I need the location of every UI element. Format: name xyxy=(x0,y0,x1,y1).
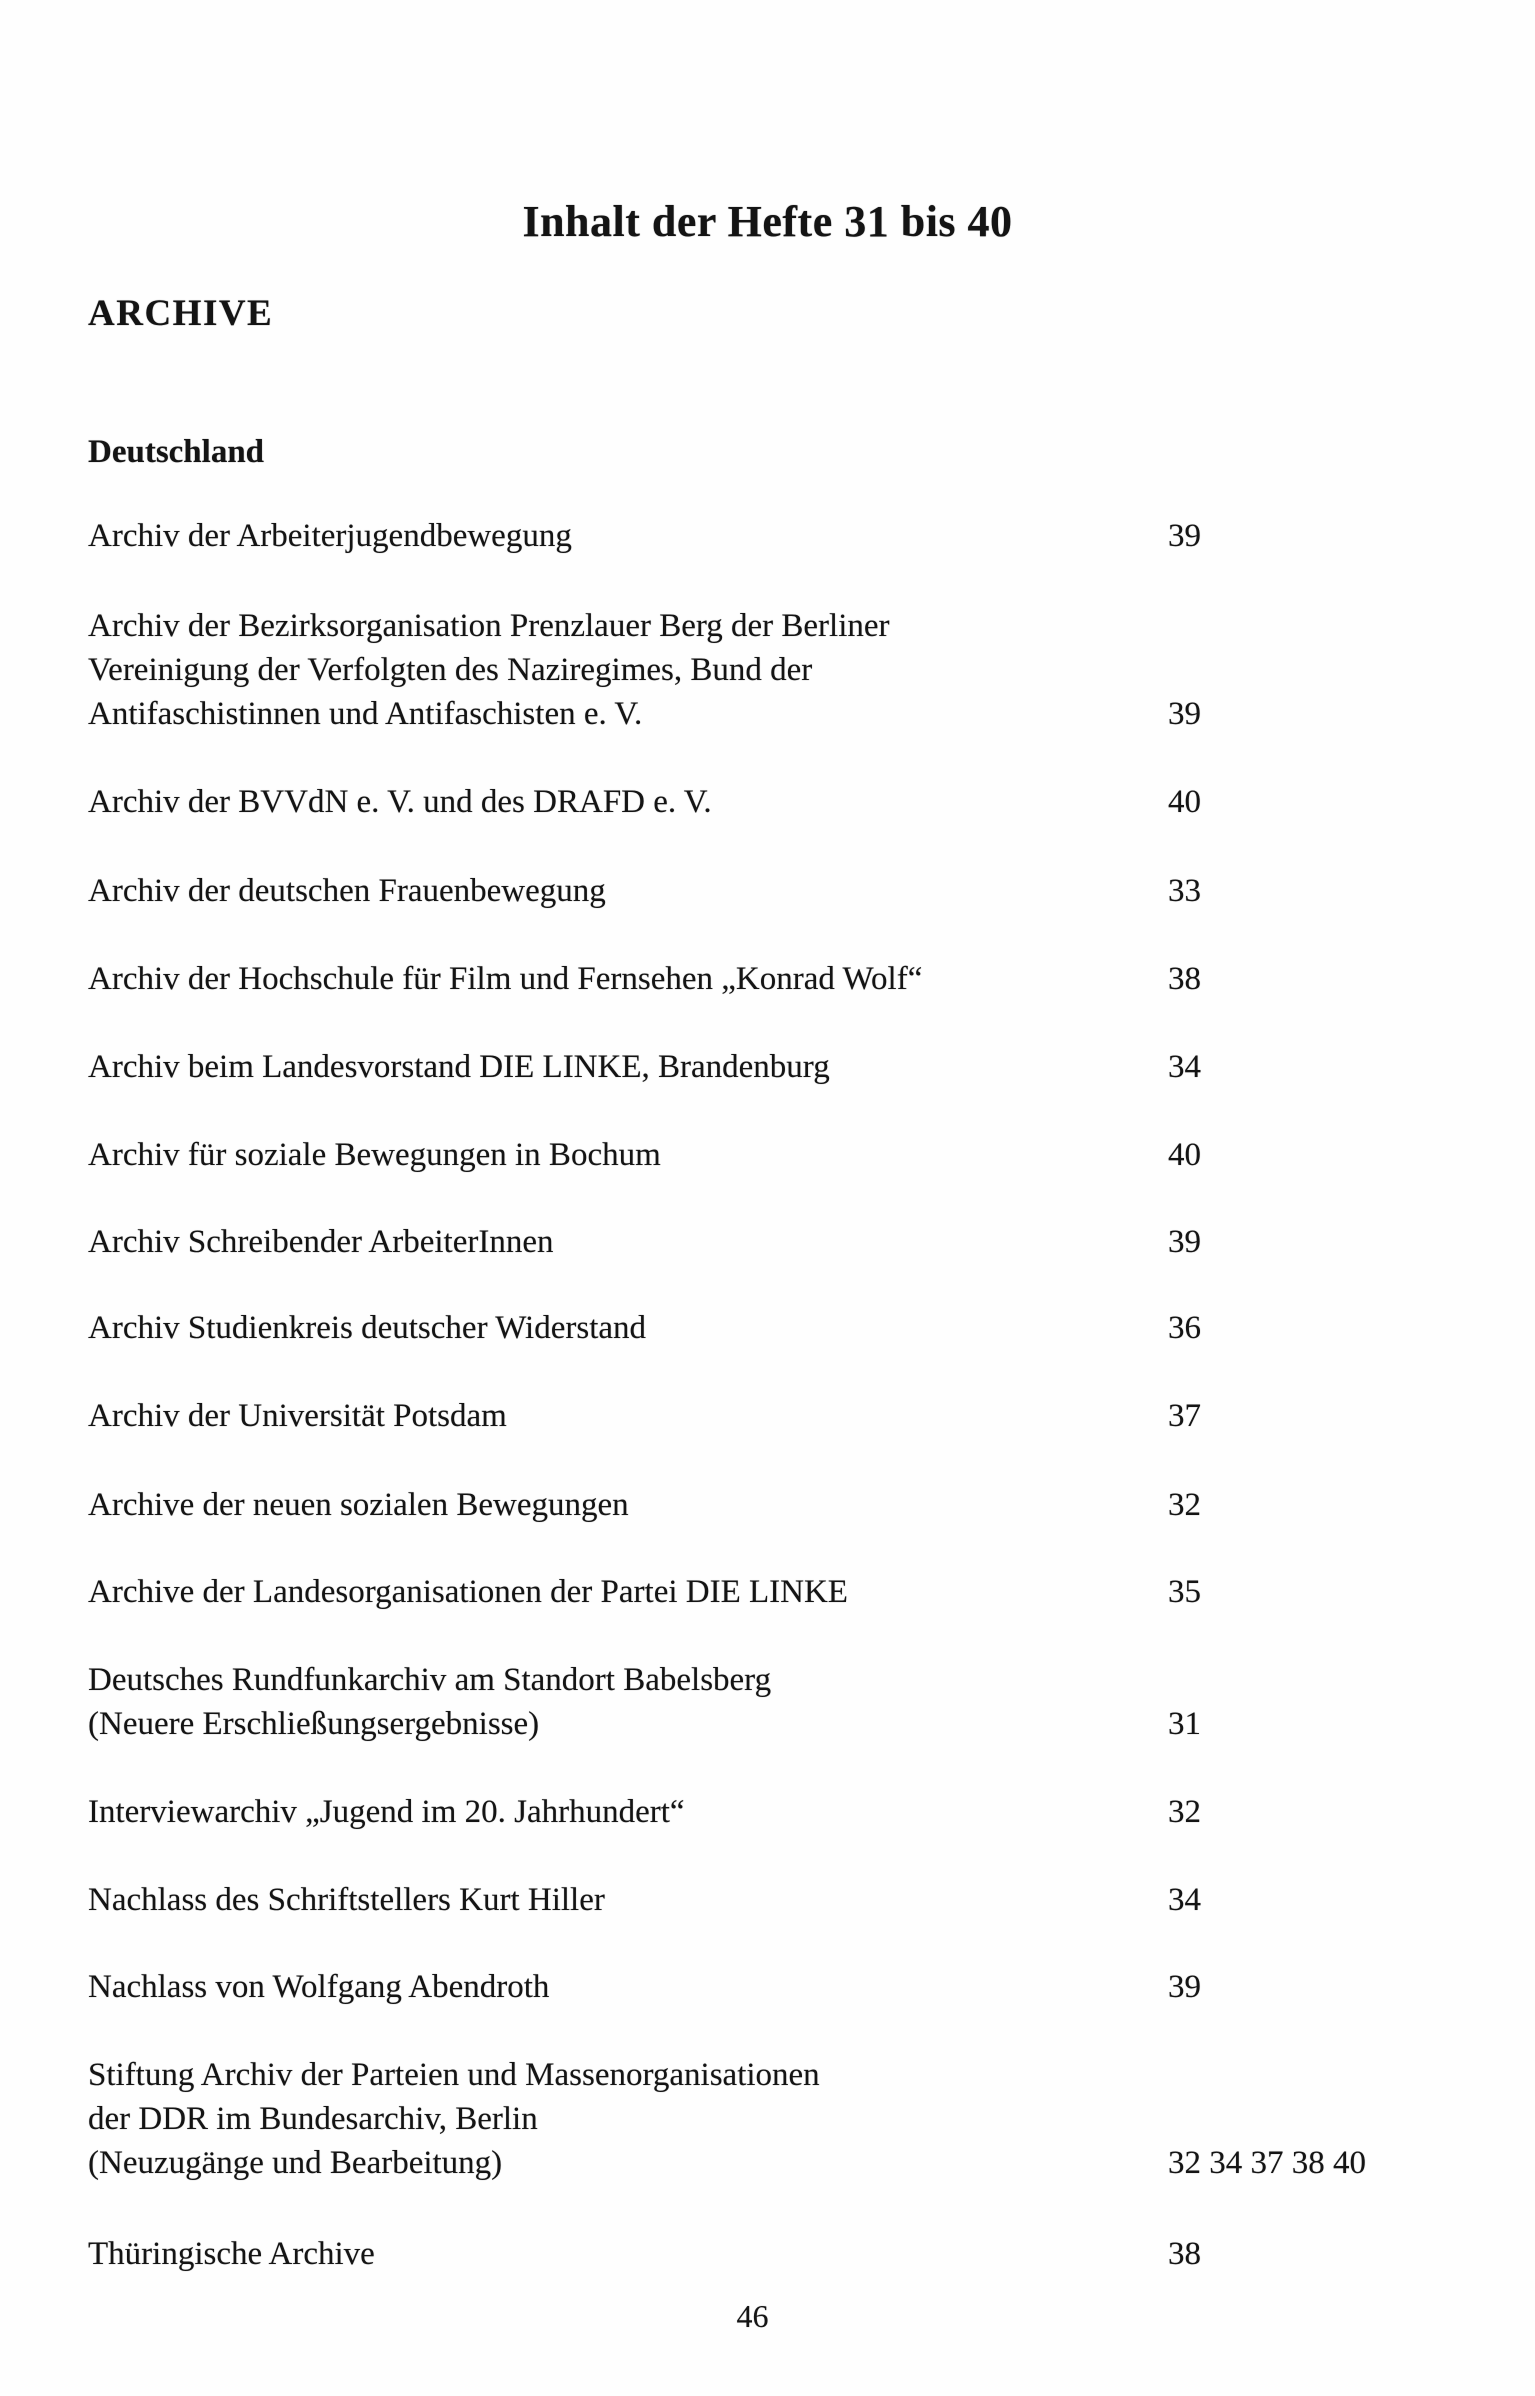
entry-title-line: Archiv der deutschen Frauenbewegung xyxy=(88,873,606,909)
entry-page-numbers: 39 xyxy=(1168,1224,1201,1260)
entry-title-line: Archiv beim Landesvorstand DIE LINKE, Brandenburg xyxy=(88,1049,830,1085)
entry-title-line: Archiv Schreibender ArbeiterInnen xyxy=(88,1224,554,1260)
toc-entry xyxy=(88,2232,1448,2276)
entry-title-line: Archiv der Universität Potsdam xyxy=(88,1398,507,1434)
entry-title xyxy=(88,1965,1108,2009)
entry-title-line: Archiv Studienkreis deutscher Widerstand xyxy=(88,1310,647,1346)
entry-title-line: (Neuzugänge und Bearbeitung) xyxy=(88,2145,503,2181)
entry-title xyxy=(88,780,1108,824)
entry-page-numbers: 38 xyxy=(1168,2236,1201,2272)
entry-page-numbers: 38 xyxy=(1168,961,1201,997)
entry-title-line: Antifaschistinnen und Antifaschisten e. V. xyxy=(88,696,643,732)
entry-title-line: Thüringische Archive xyxy=(88,2236,375,2272)
entry-title-line: Nachlass des Schriftstellers Kurt Hiller xyxy=(88,1882,605,1918)
entry-title-line: Archive der Landesorganisationen der Partei DIE LINKE xyxy=(88,1574,848,1610)
entry-title-line: Archiv der Hochschule für Film und Fernsehen „Konrad Wolf“ xyxy=(88,961,923,997)
entry-page-numbers: 36 xyxy=(1168,1310,1201,1346)
toc-entry xyxy=(88,1658,1448,1746)
entry-title xyxy=(88,1878,1108,1922)
toc-entry xyxy=(88,1133,1448,1177)
entry-page-numbers: 37 xyxy=(1168,1398,1201,1434)
subsection-heading-deutschland: Deutschland xyxy=(88,434,265,470)
entry-page-numbers: 35 xyxy=(1168,1574,1201,1610)
toc-entry xyxy=(88,2053,1448,2185)
toc-entry xyxy=(88,1790,1448,1834)
section-heading-archive: ARCHIVE xyxy=(88,293,274,334)
entry-title xyxy=(88,1483,1108,1527)
entry-page-numbers: 39 xyxy=(1168,696,1201,732)
entry-page-numbers: 32 xyxy=(1168,1794,1201,1830)
toc-entry xyxy=(88,1878,1448,1922)
toc-entry xyxy=(88,1483,1448,1527)
entry-title xyxy=(88,957,1108,1001)
entry-title-line: Archiv der Bezirksorganisation Prenzlauer Berg der Berliner xyxy=(88,608,890,644)
entry-page-numbers: 39 xyxy=(1168,518,1201,554)
entry-title-line: der DDR im Bundesarchiv, Berlin xyxy=(88,2101,538,2137)
entry-page-numbers: 31 xyxy=(1168,1706,1201,1742)
entry-page-numbers: 33 xyxy=(1168,873,1201,909)
entry-title xyxy=(88,1133,1108,1177)
page-title: Inhalt der Hefte 31 bis 40 xyxy=(522,197,1013,246)
entry-title-line: Vereinigung der Verfolgten des Naziregimes, Bund der xyxy=(88,652,813,688)
toc-entry xyxy=(88,1570,1448,1614)
toc-entry xyxy=(88,957,1448,1001)
entry-title xyxy=(88,1658,1108,1746)
entry-page-numbers: 40 xyxy=(1168,1137,1201,1173)
entry-title-line: Interviewarchiv „Jugend im 20. Jahrhundert“ xyxy=(88,1794,685,1830)
toc-entry xyxy=(88,1045,1448,1089)
entry-title-line: Deutsches Rundfunkarchiv am Standort Babelsberg xyxy=(88,1662,772,1698)
entry-page-numbers: 32 xyxy=(1168,1487,1201,1523)
toc-entry xyxy=(88,514,1448,558)
entry-title-line: Archive der neuen sozialen Bewegungen xyxy=(88,1487,629,1523)
entry-title xyxy=(88,1570,1108,1614)
entry-title xyxy=(88,1394,1108,1438)
entry-title xyxy=(88,604,1108,736)
toc-entry xyxy=(88,869,1448,913)
entry-page-numbers: 34 xyxy=(1168,1049,1201,1085)
footer-page-number: 46 xyxy=(736,2298,769,2334)
entry-title-line: Nachlass von Wolfgang Abendroth xyxy=(88,1969,550,2005)
entry-page-numbers: 40 xyxy=(1168,784,1201,820)
toc-entry xyxy=(88,780,1448,824)
entry-page-numbers: 34 xyxy=(1168,1882,1201,1918)
toc-entry xyxy=(88,604,1448,736)
toc-entry xyxy=(88,1306,1448,1350)
entry-title xyxy=(88,1220,1108,1264)
entry-title-line: Archiv der Arbeiterjugendbewegung xyxy=(88,518,572,554)
toc-entry xyxy=(88,1965,1448,2009)
entry-title xyxy=(88,514,1108,558)
entry-title xyxy=(88,1045,1108,1089)
entry-title xyxy=(88,2053,1108,2185)
toc-entry xyxy=(88,1220,1448,1264)
entry-title-line: Archiv für soziale Bewegungen in Bochum xyxy=(88,1137,661,1173)
entry-title-line: Stiftung Archiv der Parteien und Massenorganisationen xyxy=(88,2057,820,2093)
entry-page-numbers: 32 34 37 38 40 xyxy=(1168,2145,1366,2181)
entry-title xyxy=(88,1790,1108,1834)
entry-title-line: (Neuere Erschließungsergebnisse) xyxy=(88,1706,540,1742)
entry-title xyxy=(88,869,1108,913)
entry-title-line: Archiv der BVVdN e. V. und des DRAFD e. V. xyxy=(88,784,712,820)
entry-title xyxy=(88,1306,1108,1350)
entry-title xyxy=(88,2232,1108,2276)
toc-entry xyxy=(88,1394,1448,1438)
entry-page-numbers: 39 xyxy=(1168,1969,1201,2005)
